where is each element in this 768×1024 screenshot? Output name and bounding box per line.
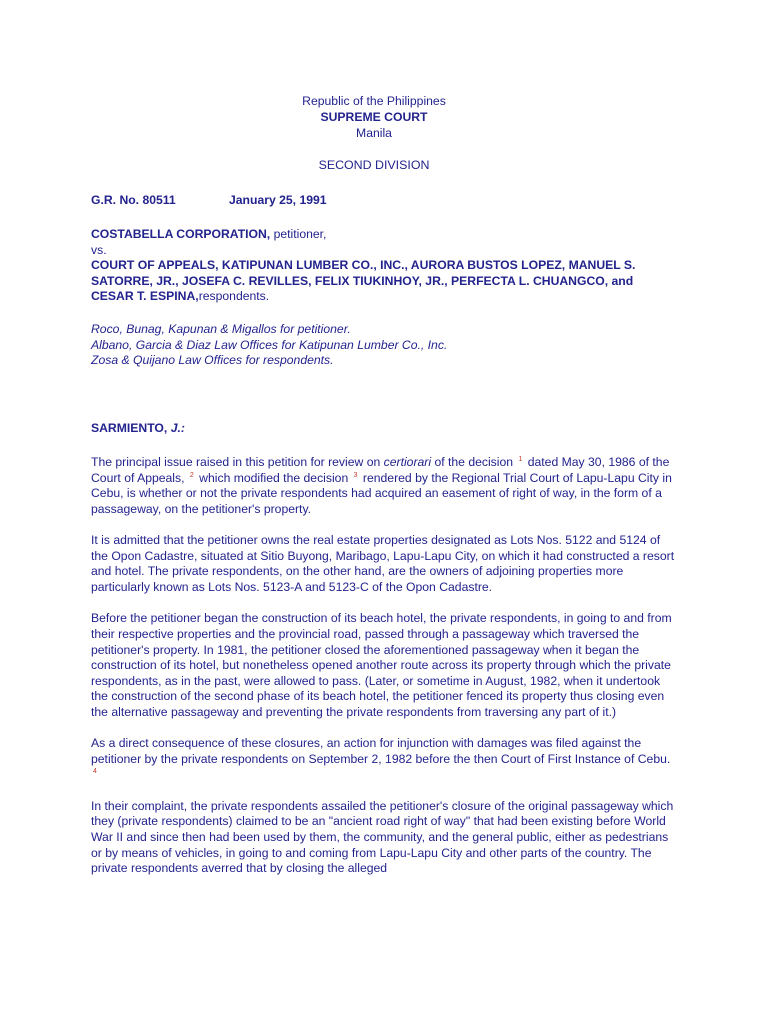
counsel-list <box>91 322 676 369</box>
petitioner-name: COSTABELLA CORPORATION, <box>91 227 271 241</box>
ponente-suffix: J.: <box>170 421 185 435</box>
header-court: SUPREME COURT <box>320 110 428 124</box>
decision-text <box>91 455 676 893</box>
case-number: G.R. No. 80511 <box>91 193 176 207</box>
counsel-katipunan: Albano, Garcia & Diaz Law Offices for Katipunan Lumber Co., Inc. <box>91 337 448 352</box>
paragraph-4 <box>91 736 676 783</box>
header-division: SECOND DIVISION <box>318 158 430 172</box>
paragraph-4-text: As a direct consequence of these closures, an action for injunction with damages was filed against the petitioner by the private respondents on September 2, 1982 before the then Court of First Instance of Cebu. <box>91 736 671 766</box>
footnote-link-2[interactable]: 2 <box>189 471 194 479</box>
paragraph-1-text-b: of the decision <box>431 455 517 469</box>
respondents-role: respondents. <box>198 289 270 304</box>
footnote-link-4[interactable]: 4 <box>93 768 97 776</box>
paragraph-1-text-a: The principal issue raised in this petition for review on <box>91 455 384 469</box>
petitioner-line <box>91 227 676 243</box>
petitioner-role: petitioner, <box>273 227 327 241</box>
paragraph-1-text-e: rendered by the Regional Trial Court of Lapu-Lapu City in Cebu, is whether or not the private respondents had acquired an easement of right of way, in the form of a passageway, on the petitioner's property. <box>91 470 672 516</box>
certiorari-term: certiorari <box>383 455 432 469</box>
paragraph-3: Before the petitioner began the construction of its beach hotel, the private respondents, in going to and from their respective properties and the provincial road, passed through a passageway which traversed the petitioner's property. In 1981, the petitioner closed the aforementioned passageway when it began the construction of its hotel, but nonetheless opened another route across its property through which the private respondents, as in the past, were allowed to pass. (Later, or sometime in August, 1982, when it undertook the construction of the second phase of its beach hotel, the petitioner fenced its property thus closing even the alternative passageway and preventing the private respondents from traversing any part of it.) <box>91 611 672 719</box>
respondents-names: COURT OF APPEALS, KATIPUNAN LUMBER CO., INC., AURORA BUSTOS LOPEZ, MANUEL S. SATORRE, JR., JOSEFA C. REVILLES, FELIX TIUKINHOY, JR., PERFECTA L. CHUANGCO, and CESAR T. ESPINA, <box>91 258 636 304</box>
case-date: January 25, 1991 <box>229 193 327 207</box>
paragraph-2: It is admitted that the petitioner owns the real estate properties designated as Lots Nos. 5122 and 5124 of the Opon Cadastre, situated at Sitio Buyong, Maribago, Lapu-Lapu City, on which it had constructed a resort and hotel. The private respondents, on the other hand, are the owners of adjoining properties more particularly known as Lots Nos. 5123-A and 5123-C of the Opon Cadastre. <box>91 533 675 594</box>
paragraph-1-text-d: which modified the decision <box>195 470 352 485</box>
header-republic: Republic of the Philippines <box>302 94 446 108</box>
counsel-respondents: Zosa & Quijano Law Offices for respondents. <box>91 353 334 368</box>
paragraph-1-text-c: dated May 30, 1986 of the Court of Appeals, <box>91 455 670 485</box>
case-parties <box>91 227 676 305</box>
footnote-link-1[interactable]: 1 <box>518 455 523 463</box>
ponente-name: SARMIENTO, <box>91 421 168 435</box>
case-number-line <box>91 193 676 209</box>
counsel-petitioner: Roco, Bunag, Kapunan & Migallos for petitioner. <box>91 322 351 336</box>
respondents-line <box>91 258 676 305</box>
versus: vs. <box>91 242 107 257</box>
paragraph-1 <box>91 455 676 517</box>
header-city: Manila <box>356 126 392 140</box>
footnote-link-3[interactable]: 3 <box>353 471 358 479</box>
ponente <box>91 421 676 437</box>
paragraph-5: In their complaint, the private respondents assailed the petitioner's closure of the original passageway which they (private respondents) claimed to be an "ancient road right of way" that had been existing before World War II and since then had been used by them, the community, and the general public, either as pedestrians or by means of vehicles, in going to and coming from Lapu-Lapu City and other parts of the country. The private respondents averred that by closing the alleged <box>91 798 674 876</box>
